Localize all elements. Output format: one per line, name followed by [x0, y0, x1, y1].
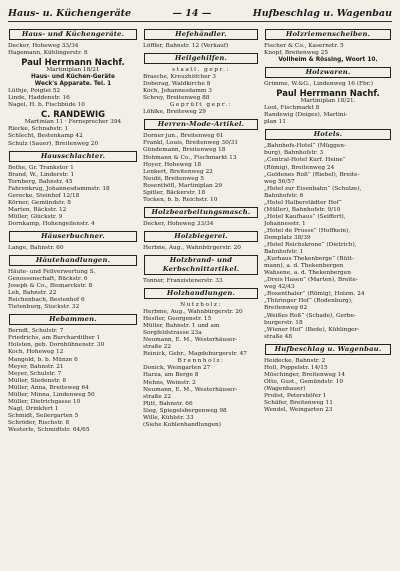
- directory-entry: Brand, W., Linderstr. 1: [8, 171, 75, 178]
- directory-entry: Bahnhofstr. 1: [264, 249, 304, 256]
- directory-entry: Schröder, Rischstr. 8: [8, 419, 70, 426]
- subheading: Geprüft gepr.:: [169, 102, 233, 109]
- directory-entry: Marten, Bäckstr. 12: [8, 206, 67, 213]
- directory-entry: „Weißes Roß“ (Schade), Gerbe-: [264, 312, 356, 319]
- directory-entry: Holl, Poppelstr. 14/15: [264, 364, 328, 371]
- directory-entry: Bahnhofstr. 6: [264, 192, 304, 199]
- directory-entry: Linde, Haddenstr. 16: [8, 95, 70, 102]
- header-right-title: Hufbeschlag u. Wagenbau: [252, 8, 392, 19]
- directory-entry: Lool, Fischmarkt 8: [264, 105, 320, 112]
- directory-entry: Dornkamp, Hohengeilenstr. 4: [8, 220, 95, 227]
- directory-entry: Müller, Dietrichgasse 10: [8, 398, 81, 405]
- advertisement-name: Paul Herrmann Nachf.: [21, 57, 125, 68]
- directory-entry: Grimme, W.&G., Lindenweg 16 (Fbr.): [264, 81, 373, 88]
- directory-entry: Meyer, Schulstr. 7: [8, 370, 62, 377]
- directory-entry: Mangold, b. b. Münze 6: [8, 356, 78, 363]
- column-right: [264, 26, 392, 434]
- directory-entry: Hohmann & Co., Fischmarkt 13: [143, 154, 237, 161]
- directory-entry: (Siehe Kohlenhandlungen): [143, 421, 222, 428]
- directory-entry: „Kurhaus Thekenberge“ (Bütt-: [264, 256, 354, 263]
- directory-entry: „Hotel zur Eisenbahn“ (Schulze),: [264, 185, 362, 192]
- directory-entry: Lange, Bahnstr. 60: [8, 244, 64, 251]
- directory-entry: Möschinger, Breitenweg 14: [264, 371, 346, 378]
- directory-entry: Spitler, Bäckerstr. 18: [143, 189, 206, 196]
- directory-entry: Müller, Bahnstr. 1 und am: [143, 323, 220, 330]
- directory-entry: Müller, Glückstr. 9: [8, 213, 63, 220]
- directory-entry: Lenkert, Breitenweg 22: [143, 168, 213, 175]
- directory-entry: „Hotel Kaufhaus“ (Seiffert),: [264, 213, 346, 220]
- directory-entry: burg), Bahnhofstr. 3: [264, 150, 324, 157]
- directory-entry: Schmidt, Seilergarten 5: [8, 412, 79, 419]
- directory-entry: Tornberg, Bahnstr. 45: [8, 178, 73, 185]
- directory-entry: Dorner jun., Breitenweg 61: [143, 133, 224, 140]
- directory-entry: Fischer & Co., Kasernstr. 5: [264, 43, 344, 49]
- directory-entry: (Wagenbauer): [264, 385, 306, 392]
- section-heading: Hufbeschlag u. Wagenbau.: [265, 344, 391, 355]
- directory-entry: Friedrichs, am Burchardither 1: [8, 335, 101, 342]
- subheading: Martinian 11 · Fernsprecher 394: [24, 119, 122, 126]
- directory-entry: Müller, Stedenstr. 8: [8, 377, 67, 384]
- directory-entry: Wille, Kühlstr. 33: [143, 414, 194, 421]
- directory-entry: Joseph & Co., Bismarckstr. 8: [8, 283, 93, 290]
- directory-entry: Häute- und Fellverwertung S.: [8, 269, 96, 276]
- directory-entry: Holsten, geb. Dornbühnenstr. 30: [8, 342, 105, 349]
- directory-entry: Otto, Gust., Gemündstr. 10: [264, 378, 344, 385]
- directory-entry: Plitt, Bahnstr. 66: [143, 400, 193, 407]
- directory-entry: Lüthje, Poigtei 52: [8, 88, 61, 95]
- directory-entry: Löhlke, Breiteweg 29: [143, 109, 206, 116]
- directory-entry: Mehns, Weinstr. 2: [143, 379, 196, 386]
- directory-entry: Schäfer, Breitenweg 11: [264, 399, 333, 406]
- header-left-title: Haus- u. Küchengeräte: [8, 8, 132, 19]
- section-heading: Holzhandlungen.: [144, 288, 258, 299]
- directory-entry: „Dreis Hasen“ (Marten), Breite-: [264, 277, 358, 284]
- directory-entry: Decker, Hoheweg 33/34: [8, 43, 79, 49]
- directory-entry: Hesfler, Georgenstr. 15: [143, 316, 212, 323]
- section-heading: Häuserbuchner.: [9, 231, 137, 242]
- directory-entry: Johannesstr. 1: [264, 220, 306, 227]
- directory-entry: Müller, Anna, Breiteweg 64: [8, 384, 89, 391]
- directory-entry: straße 48: [264, 333, 293, 340]
- directory-entry: Sorgfeldstrasse 23a: [143, 330, 202, 337]
- directory-entry: „Central-Hotel Kurf. Heine“: [264, 157, 346, 164]
- directory-entry: Probst, Petershöfer 1: [264, 392, 327, 399]
- directory-entry: Neumann, E. M., Westerhäuser-: [143, 337, 238, 344]
- subheading: Nutzholz:: [180, 301, 222, 308]
- directory-entry: Herbme, Aug., Wahnbürgerstr. 20: [143, 309, 243, 316]
- directory-entry: Schrey, Breitenweg 88: [143, 95, 210, 102]
- directory-entry: Leh, Bahnstr. 22: [8, 290, 57, 297]
- directory-entry: Müller, Minna, Lindenweg 50: [8, 391, 95, 398]
- directory-entry: Neubi, Breitenweg 5: [143, 175, 204, 182]
- subheading: staatl. gepr.:: [172, 67, 230, 74]
- directory-entry: Koch, Hoheweg 12: [8, 349, 64, 356]
- directory-entry: straße 22: [143, 393, 172, 400]
- directory-entry: weg 56/57: [264, 178, 295, 185]
- directory-entry: Löffler, Bahnstr. 12 (Verkauf): [143, 43, 229, 49]
- directory-entry: Fahrenkrug, Johannesdammstr. 18: [8, 185, 110, 192]
- directory-entry: Westerle, Schmidtstr. 64/65: [8, 426, 90, 433]
- directory-entry: Hagemann, Kühlingerstr. 8: [8, 50, 88, 57]
- directory-entry: Nagl, Drinkfert 1: [8, 405, 59, 412]
- directory-entry: „Rosenthaler“ (Römig), Holzm. 24: [264, 291, 365, 298]
- advertisement-line: Haus- und Küchen-Geräte: [31, 74, 115, 81]
- section-heading: Holzbiegerei.: [144, 231, 258, 242]
- directory-entry: Koch, Johannesdamm 3: [143, 88, 212, 95]
- directory-entry: Nagel, H. b. Fischbude 10: [8, 102, 85, 109]
- directory-entry: Rosenthöfl, Martiniplan 29: [143, 182, 223, 189]
- directory-entry: Genossenschaft, Bückstr. 6: [8, 276, 88, 283]
- directory-entry: straße 22: [143, 344, 172, 351]
- directory-entry: Breitenweg 62: [264, 305, 308, 312]
- directory-entry: Wahsene, a. d. Thekenbergen: [264, 270, 351, 277]
- directory-entry: Sieg, Spiegelsbergenweg 98: [143, 407, 227, 414]
- advertisement-name: C. RANDEWIG: [40, 109, 106, 120]
- directory-entry: Frankl, Louis, Breitenweg 30/31: [143, 140, 239, 147]
- directory-entry: Berndt, Schulstr. 7: [8, 328, 64, 335]
- directory-entry: Tietenburg, Stockstr. 32: [8, 304, 80, 311]
- directory-entry: Herbne, Aug., Wahnbürgerstr. 20: [143, 244, 241, 251]
- directory-entry: Knopf, Breitenweg 25: [264, 50, 329, 57]
- directory-entry: Gerecke, Steinhof 12/18: [8, 192, 80, 199]
- column-middle: [143, 26, 259, 434]
- section-heading: Heilgehilfen.: [144, 53, 258, 64]
- section-heading: Holzriemenscheiben.: [265, 29, 391, 40]
- page-header: [8, 8, 392, 22]
- advertisement-line: Vollheim & Rössing, Woort 10.: [278, 57, 378, 64]
- section-heading: Hotels.: [265, 129, 391, 140]
- section-heading: Holzbearbeitungsmasch.: [144, 207, 258, 218]
- subheading: Martiniplan 18/21.: [300, 98, 356, 105]
- directory-entry: „Goldenes Roß“ (Riebel), Breite-: [264, 171, 360, 178]
- directory-entry: „Thüringer Hof“ (Rodenburg),: [264, 298, 353, 305]
- directory-entry: „Hotel Halberstädter Hof“: [264, 199, 342, 206]
- section-heading: Holzwaren.: [265, 67, 391, 78]
- directory-entry: Reichenbach, Bestenhof 6: [8, 297, 85, 304]
- directory-entry: (Römig), Breitenweg 24: [264, 164, 335, 171]
- section-heading: Haus- und Küchengeräte.: [9, 29, 137, 40]
- section-heading: Hefehändler.: [144, 29, 258, 40]
- directory-entry: Hoyer, Hoheweg 18: [143, 161, 202, 168]
- directory-entry: Decker, Hoheweg 33/34: [143, 220, 214, 227]
- directory-entry: Meyer, Bahnstr. 21: [8, 363, 64, 370]
- directory-entry: Bethe, Gr. Trankstor 1: [8, 164, 74, 171]
- directory-entry: plan 11: [264, 119, 286, 126]
- directory-entry: „Bahnhofs-Hotel“ (Müggen-: [264, 143, 346, 150]
- subheading: Brennholz:: [177, 358, 225, 365]
- directory-entry: mann), a. d. Thekenbergen: [264, 263, 344, 270]
- directory-entry: burgerstr. 18: [264, 319, 303, 326]
- advertisement-line: Weck's Apparate. Tel. 1: [34, 81, 112, 88]
- directory-entry: „Hotel Reichskrone“ (Dietrich),: [264, 242, 357, 249]
- section-heading: Herren-Mode-Artikel.: [144, 119, 258, 130]
- directory-entry: Tocken, b. b. Reichstr. 10: [143, 196, 218, 203]
- columns: [8, 26, 392, 434]
- section-heading: Häutehandlungen.: [9, 255, 137, 266]
- directory-entry: Schlecht, Bestenkamp 42: [8, 133, 83, 140]
- directory-entry: Reinick, Gebr., Magdeburgerstr. 47: [143, 351, 247, 358]
- directory-entry: Neumann, E. M., Westerhäuser-: [143, 386, 238, 393]
- directory-entry: Heidecke, Bahnstr. 2: [264, 357, 326, 364]
- directory-entry: Randewig (Deiges), Martini-: [264, 112, 348, 119]
- directory-entry: Donick, Weingarten 27: [143, 365, 211, 372]
- directory-entry: Domplatz 38/39: [264, 234, 311, 241]
- directory-entry: „Hotel de Prusse“ (Hoffkein),: [264, 227, 351, 234]
- directory-entry: Gündemann, Breitenweg 18: [143, 147, 226, 154]
- directory-entry: Riecke, Schnabstr. 1: [8, 126, 69, 133]
- directory-entry: Tonner, Franzistenerstr. 33: [143, 277, 223, 284]
- section-heading: Holzbrand- und Kerbschnittartikel.: [144, 255, 258, 275]
- directory-entry: weg 42/43: [264, 284, 295, 291]
- advertisement-name: Paul Herrmann Nachf.: [276, 88, 380, 99]
- page-number: — 14 —: [172, 8, 212, 19]
- directory-entry: Harza, am Berge 8: [143, 372, 199, 379]
- subheading: Martiniplan 18/21: [46, 67, 100, 74]
- directory-entry: „Wiener Hof“ (Bede), Kühlinger-: [264, 326, 360, 333]
- directory-entry: Schulz (Sauer), Breitenweg 20: [8, 140, 99, 147]
- directory-entry: (Müller), Bahnhofstr. 9/10: [264, 206, 341, 213]
- directory-entry: Doberag, Waldkirche 8: [143, 81, 211, 88]
- directory-entry: Brasche, Kreuzhöfcher 3: [143, 74, 216, 81]
- directory-entry: Wendel, Weingarten 23: [264, 407, 333, 414]
- section-heading: Hausschlachter.: [9, 151, 137, 162]
- section-heading: Hebammen.: [9, 314, 137, 325]
- column-left: [8, 26, 138, 434]
- directory-entry: Körner, Gemündstr. 8: [8, 199, 71, 206]
